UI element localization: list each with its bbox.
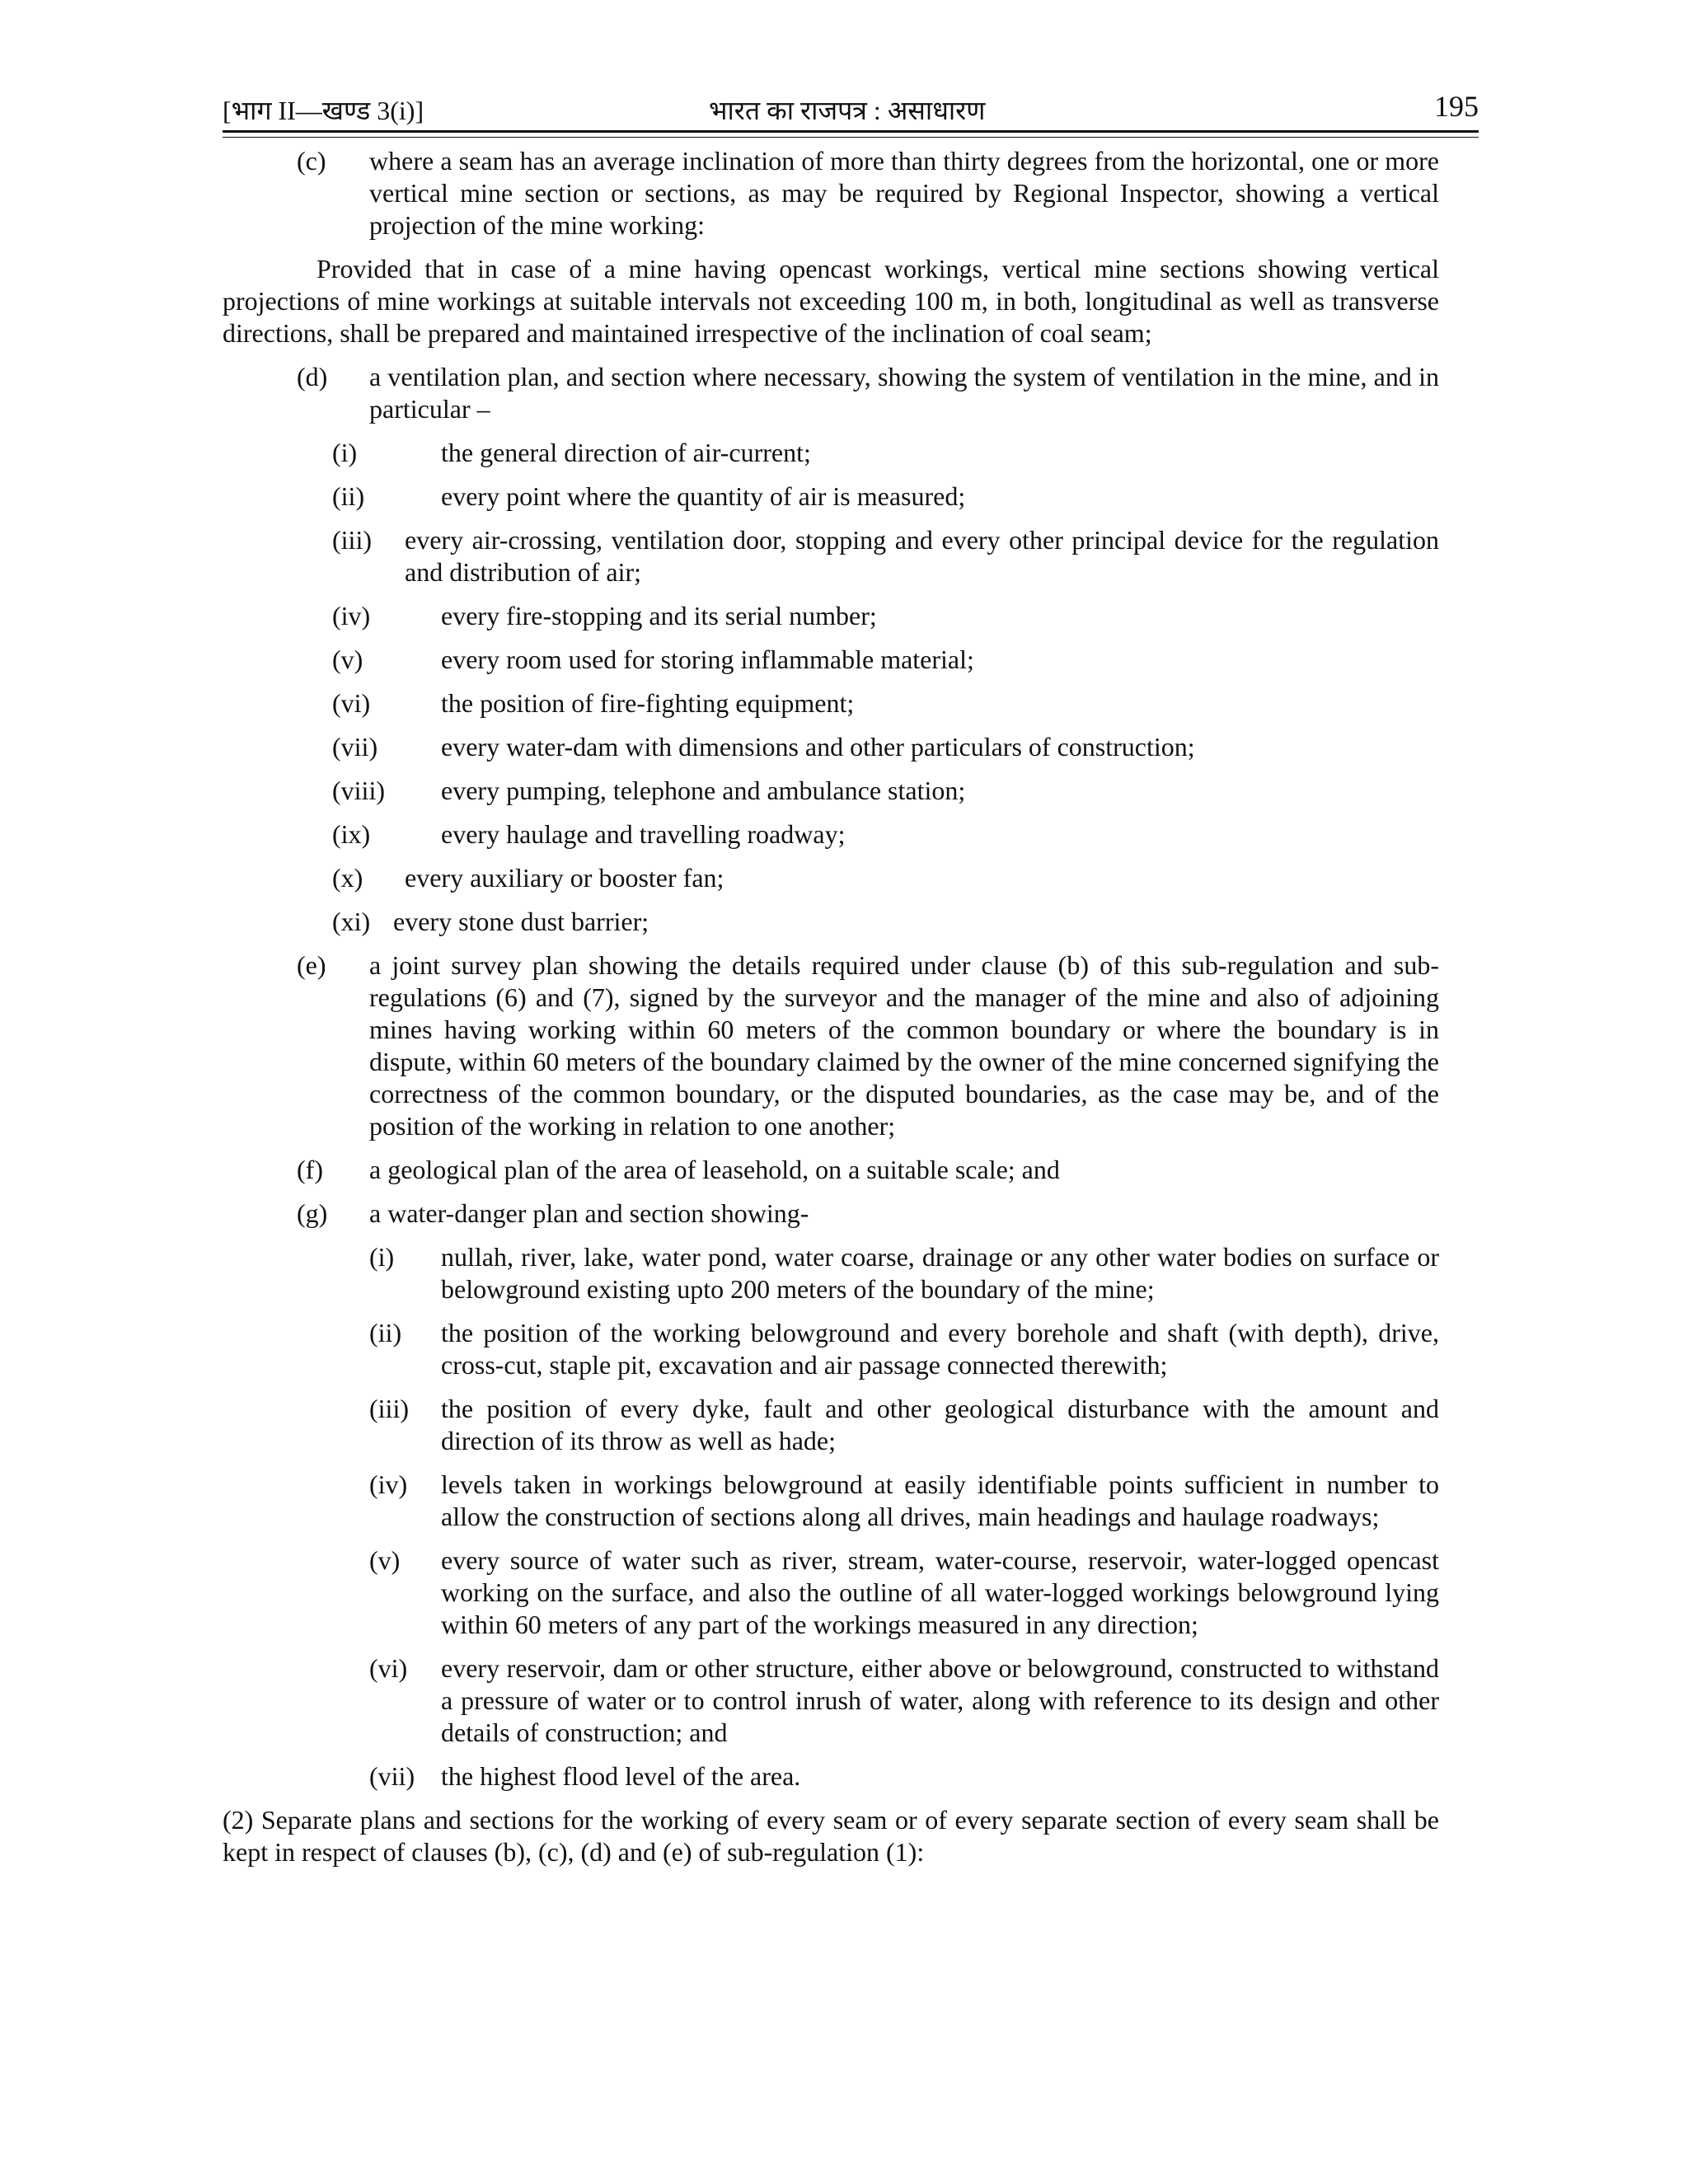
clause-text: a joint survey plan showing the details required under clause (b) of this sub-regulation and sub-regulations (6) and (7), signed by the surveyor and the manager of the mine and also of adjoining mines having working within 60 meters of the common boundary or where the boundary is in dispute, within 60 meters of the boundary claimed by the owner of the mine concerned signifying the correctness of the common boundary, or the disputed boundaries, as the case may be, and of the position of the working in relation to one another; (369, 950, 1439, 1141)
item-text: every fire-stopping and its serial number; (441, 601, 877, 630)
list-item (223, 775, 1439, 807)
document-body (223, 145, 1439, 1880)
item-text: every room used for storing inflammable material; (441, 644, 974, 674)
item-text: the highest flood level of the area. (441, 1761, 801, 1791)
item-label: (ix) (332, 819, 371, 849)
list-item (223, 644, 1439, 676)
list-item (223, 1469, 1439, 1533)
item-label: (vi) (369, 1653, 408, 1683)
item-text: the position of fire-fighting equipment; (441, 688, 855, 718)
list-item (223, 1760, 1439, 1793)
item-label: (xi) (332, 907, 371, 936)
list-item (223, 687, 1439, 719)
item-label: (ii) (332, 481, 365, 511)
clause-text: where a seam has an average inclination of more than thirty degrees from the horizontal, one or more vertical mine section or sections, as may be required by Regional Inspector, showing a vertical projection of the mine working: (369, 146, 1439, 240)
item-text: every reservoir, dam or other structure, either above or belowground, constructed to withstand a pressure of water or to control inrush of water, along with reference to its design and other details of construction; and (441, 1653, 1439, 1747)
clause-d (223, 361, 1439, 425)
clause-label: (f) (297, 1155, 323, 1184)
item-text: every air-crossing, ventilation door, stopping and every other principal device for the regulation and distribution of air; (405, 525, 1439, 587)
list-item (223, 1652, 1439, 1749)
page-header (223, 92, 1479, 129)
item-label: (vi) (332, 688, 371, 718)
list-item (223, 1544, 1439, 1641)
item-label: (viii) (332, 776, 385, 805)
item-label: (x) (332, 863, 363, 893)
clause-e (223, 949, 1439, 1142)
list-item (223, 524, 1439, 588)
item-label: (iv) (332, 601, 371, 630)
clause-text: a geological plan of the area of leasehold, on a suitable scale; and (369, 1155, 1060, 1184)
list-item (223, 480, 1439, 513)
item-text: every stone dust barrier; (393, 907, 649, 936)
header-gazette-title: भारत का राजपत्र : असाधारण (709, 96, 986, 125)
header-rule-thick (223, 130, 1479, 133)
item-label: (iii) (332, 525, 372, 555)
clause-f (223, 1154, 1439, 1186)
item-text: the general direction of air-current; (441, 438, 811, 467)
list-item (223, 731, 1439, 763)
item-label: (v) (332, 644, 363, 674)
item-text: levels taken in workings belowground at easily identifiable points sufficient in number to allow the construction of sections along all drives, main headings and haulage roadways; (441, 1469, 1439, 1531)
item-text: nullah, river, lake, water pond, water coarse, drainage or any other water bodies on surface or belowground existing upto 200 meters of the boundary of the mine; (441, 1242, 1439, 1304)
list-item (223, 1241, 1439, 1305)
clause-label: (d) (297, 362, 328, 391)
list-item (223, 862, 1439, 894)
list-item (223, 600, 1439, 632)
list-item (223, 818, 1439, 851)
proviso-paragraph: Provided that in case of a mine having opencast workings, vertical mine sections showing vertical projections of mine workings at suitable intervals not exceeding 100 m, in both, longitudinal as well as transverse directions, shall be prepared and maintained irrespective of the inclination of coal seam; (223, 254, 1439, 348)
sub-regulation-2: (2) Separate plans and sections for the working of every seam or of every separate section of every seam shall be kept in respect of clauses (b), (c), (d) and (e) of sub-regulation (1): (223, 1805, 1439, 1867)
clause-label: (e) (297, 950, 326, 980)
item-text: every source of water such as river, stream, water-course, reservoir, water-logged opencast working on the surface, and also the outline of all water-logged workings belowground lying within 60 meters of any part of the workings measured in any direction; (441, 1545, 1439, 1639)
clause-label: (c) (297, 146, 326, 176)
clause-text: a ventilation plan, and section where necessary, showing the system of ventilation in the mine, and in particular – (369, 362, 1439, 424)
clause-text: a water-danger plan and section showing- (369, 1198, 809, 1228)
item-text: every auxiliary or booster fan; (405, 863, 724, 893)
clause-g (223, 1197, 1439, 1230)
list-item (223, 906, 1439, 938)
header-rule-thin (223, 137, 1479, 138)
item-label: (ii) (369, 1318, 402, 1347)
list-item (223, 437, 1439, 469)
item-text: every pumping, telephone and ambulance station; (441, 776, 966, 805)
item-label: (v) (369, 1545, 401, 1575)
item-label: (vii) (369, 1761, 415, 1791)
item-label: (i) (369, 1242, 395, 1272)
item-label: (iii) (369, 1394, 409, 1423)
list-item (223, 1393, 1439, 1457)
clause-label: (g) (297, 1198, 328, 1228)
list-item (223, 1317, 1439, 1381)
item-text: every water-dam with dimensions and other particulars of construction; (441, 732, 1195, 762)
item-text: every point where the quantity of air is measured; (441, 481, 966, 511)
item-text: the position of the working belowground and every borehole and shaft (with depth), drive, cross-cut, staple pit, excavation and air passage connected therewith; (441, 1318, 1439, 1380)
header-part-section: [भाग II—खण्ड 3(i)] (223, 96, 424, 125)
item-text: the position of every dyke, fault and other geological disturbance with the amount and direction of its throw as well as hade; (441, 1394, 1439, 1455)
item-label: (iv) (369, 1469, 408, 1499)
page-number: 195 (1434, 90, 1479, 123)
item-label: (i) (332, 438, 358, 467)
item-label: (vii) (332, 732, 378, 762)
clause-c (223, 145, 1439, 241)
item-text: every haulage and travelling roadway; (441, 819, 846, 849)
